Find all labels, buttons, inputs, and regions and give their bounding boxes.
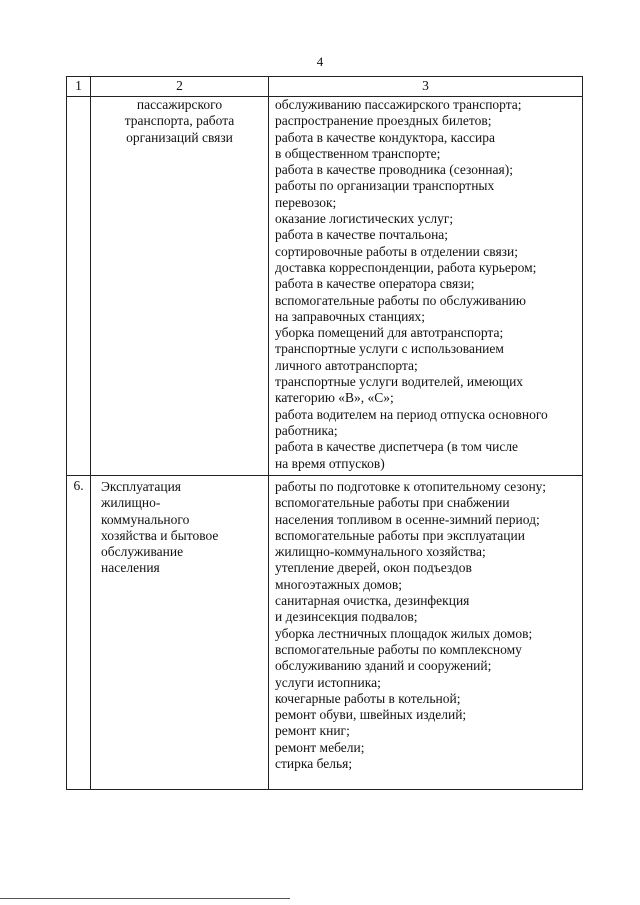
- job-line: работа в качестве диспетчера (в том числе: [275, 439, 519, 455]
- job-line: кочегарные работы в котельной;: [275, 690, 461, 706]
- jobs-cell: [269, 476, 583, 790]
- job-line: работа в качестве оператора связи;: [275, 276, 475, 292]
- job-line: на время отпусков): [275, 455, 385, 471]
- job-line: уборка лестничных площадок жилых домов;: [275, 625, 533, 641]
- job-line: категорию «В», «С»;: [275, 390, 394, 406]
- table-row: [67, 476, 583, 790]
- header-col-2: 2: [91, 77, 269, 97]
- category-line: Эксплуатация: [101, 479, 182, 494]
- job-line: вспомогательные работы при эксплуатации: [275, 527, 525, 543]
- job-line: обслуживанию пассажирского транспорта;: [275, 97, 522, 112]
- job-line: сортировочные работы в отделении связи;: [275, 243, 518, 259]
- job-line: работа в качестве проводника (сезонная);: [275, 162, 513, 178]
- category-line: населения: [101, 560, 160, 576]
- job-line: работа в качестве почтальона;: [275, 227, 449, 243]
- job-line: многоэтажных домов;: [275, 576, 403, 592]
- job-line: уборка помещений для автотранспорта;: [275, 325, 504, 341]
- job-line: санитарная очистка, дезинфекция: [275, 593, 470, 609]
- job-line: доставка корреспонденции, работа курьером;: [275, 259, 537, 275]
- job-line: утепление дверей, окон подъездов: [275, 560, 472, 576]
- category-line: транспорта, работа: [124, 113, 235, 129]
- jobs-table: [66, 76, 583, 790]
- category-line: жилищно-: [101, 495, 161, 511]
- job-line: вспомогательные работы по обслуживанию: [275, 292, 526, 308]
- category-line: коммунального: [101, 511, 190, 527]
- job-line: стирка белья;: [275, 756, 353, 772]
- job-line: распространение проездных билетов;: [275, 113, 492, 129]
- job-line: жилищно-коммунального хозяйства;: [275, 544, 486, 560]
- row-number: [67, 97, 91, 476]
- category-cell: [91, 476, 269, 790]
- bottom-divider: [0, 898, 290, 899]
- job-line: работы по организации транспортных: [275, 178, 495, 194]
- job-line: на заправочных станциях;: [275, 308, 426, 324]
- job-line: ремонт книг;: [275, 723, 350, 739]
- job-line: работа водителем на период отпуска основного: [275, 406, 548, 422]
- job-line: ремонт мебели;: [275, 739, 365, 755]
- row-number: 6.: [67, 476, 91, 790]
- job-line: и дезинсекция подвалов;: [275, 609, 418, 625]
- category-line: пассажирского: [136, 97, 223, 112]
- job-line: населения топливом в осенне-зимний период;: [275, 511, 540, 527]
- job-line: услуги истопника;: [275, 674, 381, 690]
- table-row: [67, 97, 583, 476]
- job-line: ремонт обуви, швейных изделий;: [275, 707, 467, 723]
- page-number: 4: [316, 54, 324, 69]
- category-cell: [91, 97, 269, 476]
- job-line: транспортные услуги водителей, имеющих: [275, 374, 524, 390]
- job-line: в общественном транспорте;: [275, 145, 441, 161]
- job-line: работы по подготовке к отопительному сезону;: [275, 479, 547, 494]
- header-col-3: 3: [269, 77, 583, 97]
- job-line: личного автотранспорта;: [275, 357, 418, 373]
- job-line: оказание логистических услуг;: [275, 211, 454, 227]
- job-line: работника;: [275, 422, 338, 438]
- job-line: транспортные услуги с использованием: [275, 341, 504, 357]
- job-line: вспомогательные работы при снабжении: [275, 495, 510, 511]
- table-header-row: [67, 77, 583, 97]
- job-line: обслуживанию зданий и сооружений;: [275, 658, 492, 674]
- job-line: работа в качестве кондуктора, кассира: [275, 129, 495, 145]
- header-col-1: 1: [67, 77, 91, 97]
- category-line: хозяйства и бытовое: [101, 527, 219, 543]
- job-line: вспомогательные работы по комплексному: [275, 641, 522, 657]
- category-line: обслуживание: [101, 544, 184, 560]
- job-line: перевозок;: [275, 194, 337, 210]
- category-line: организаций связи: [126, 129, 233, 145]
- jobs-cell: [269, 97, 583, 476]
